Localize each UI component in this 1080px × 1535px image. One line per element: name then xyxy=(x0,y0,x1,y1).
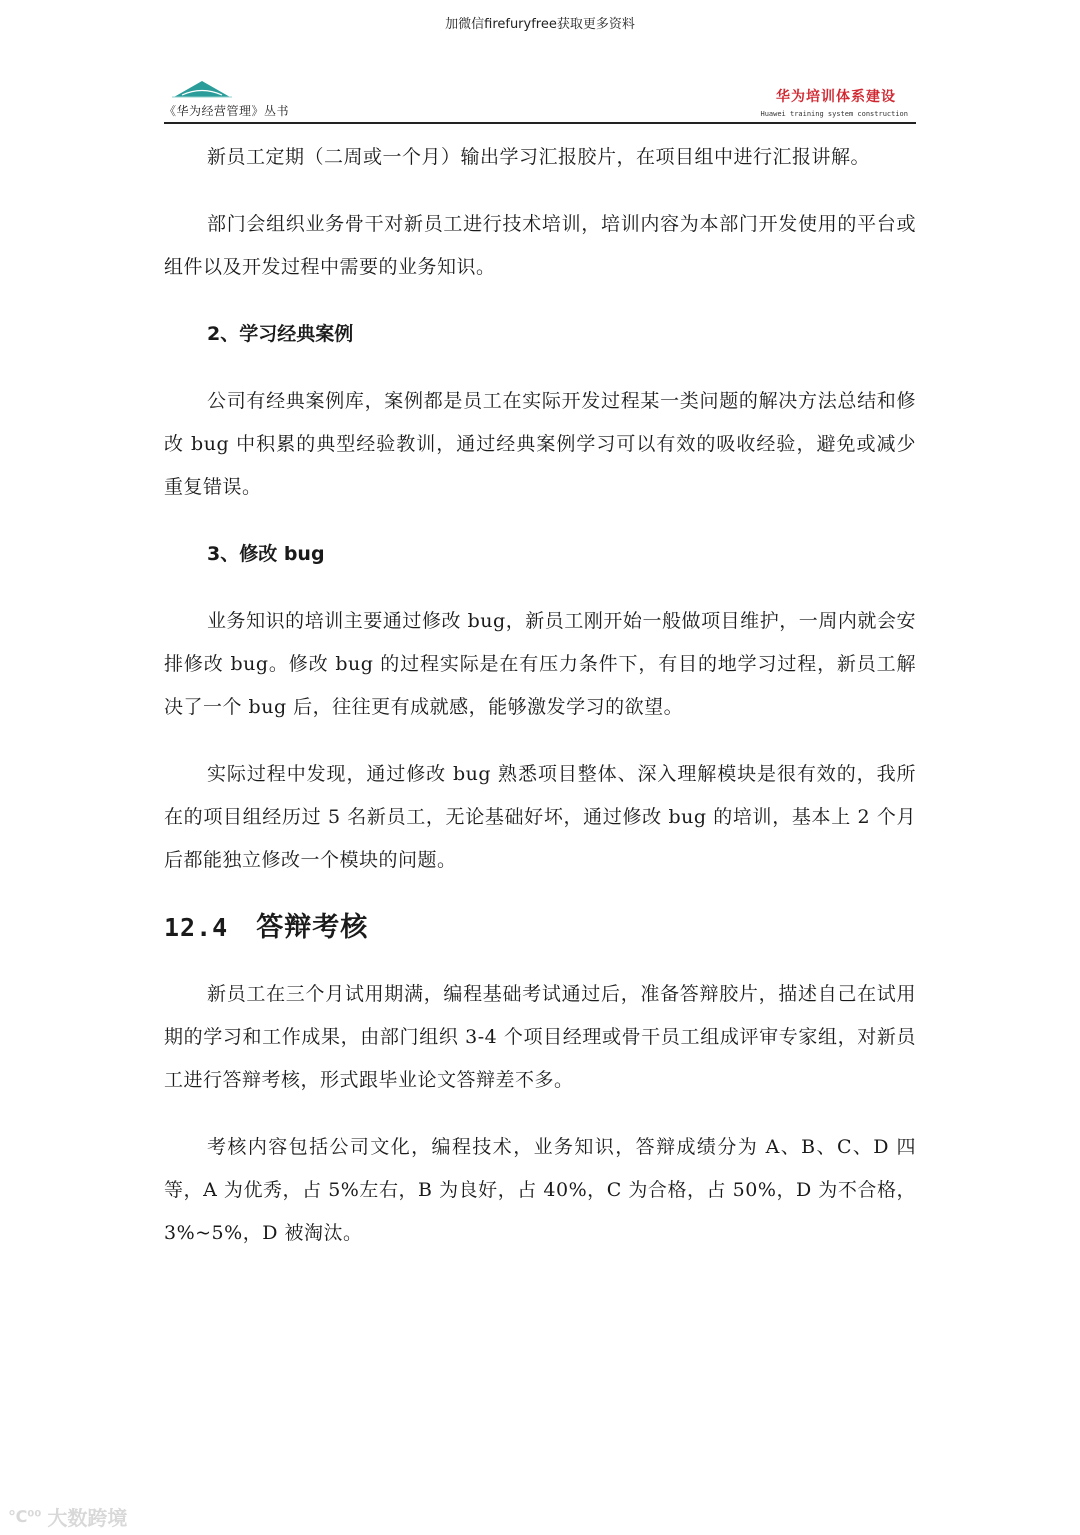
paragraph: 考核内容包括公司文化，编程技术，业务知识，答辩成绩分为 A、B、C、D 四等，A 为优秀，占 5%左右，B 为良好，占 40%，C 为合格，占 50%，D 为不合格，3%~5%，D 被淘汰。 xyxy=(164,1136,916,1244)
subheading: 3、修改 bug xyxy=(207,543,325,565)
paragraph: 公司有经典案例库，案例都是员工在实际开发过程某一类问题的解决方法总结和修改 bug 中积累的典型经验教训，通过经典案例学习可以有效的吸收经验，避免或减少重复错误。 xyxy=(164,390,916,498)
section-number: 12.4 xyxy=(164,913,229,942)
section-heading xyxy=(164,906,916,949)
mountain-logo-icon xyxy=(172,78,232,98)
paragraph: 业务知识的培训主要通过修改 bug，新员工刚开始一般做项目维护，一周内就会安排修改 bug。修改 bug 的过程实际是在有压力条件下，有目的地学习过程，新员工解决了一个 bug 后，往往更有成就感，能够激发学习的欲望。 xyxy=(164,610,916,718)
page-header xyxy=(164,78,916,126)
paragraph: 新员工定期（二周或一个月）输出学习汇报胶片，在项目组中进行汇报讲解。 xyxy=(207,146,871,168)
paragraph: 实际过程中发现，通过修改 bug 熟悉项目整体、深入理解模块是很有效的，我所在的项目组经历过 5 名新员工，无论基础好坏，通过修改 bug 的培训，基本上 2 个月后都能独立修改一个模块的问题。 xyxy=(164,763,916,871)
brand-title: 华为培训体系建设 xyxy=(776,89,896,105)
bottom-watermark xyxy=(8,1502,127,1531)
paragraph: 部门会组织业务骨干对新员工进行技术培训，培训内容为本部门开发使用的平台或组件以及开发过程中需要的业务知识。 xyxy=(164,213,916,278)
subheading: 2、学习经典案例 xyxy=(207,323,354,345)
section-title: 答辩考核 xyxy=(256,912,369,943)
top-watermark: 加微信firefuryfree获取更多资料 xyxy=(445,17,635,32)
brand-subtitle: Huawei training system construction xyxy=(760,110,908,118)
series-title: 《华为经营管理》丛书 xyxy=(164,104,290,118)
header-divider xyxy=(164,122,916,124)
watermark-logo-icon: ℃⁰⁰ xyxy=(8,1507,42,1526)
watermark-text: 大数跨境 xyxy=(47,1506,128,1530)
document-body xyxy=(164,136,916,1255)
paragraph: 新员工在三个月试用期满，编程基础考试通过后，准备答辩胶片，描述自己在试用期的学习和工作成果，由部门组织 3-4 个项目经理或骨干员工组成评审专家组，对新员工进行答辩考核，形式跟毕业论文答辩差不多。 xyxy=(164,983,916,1091)
